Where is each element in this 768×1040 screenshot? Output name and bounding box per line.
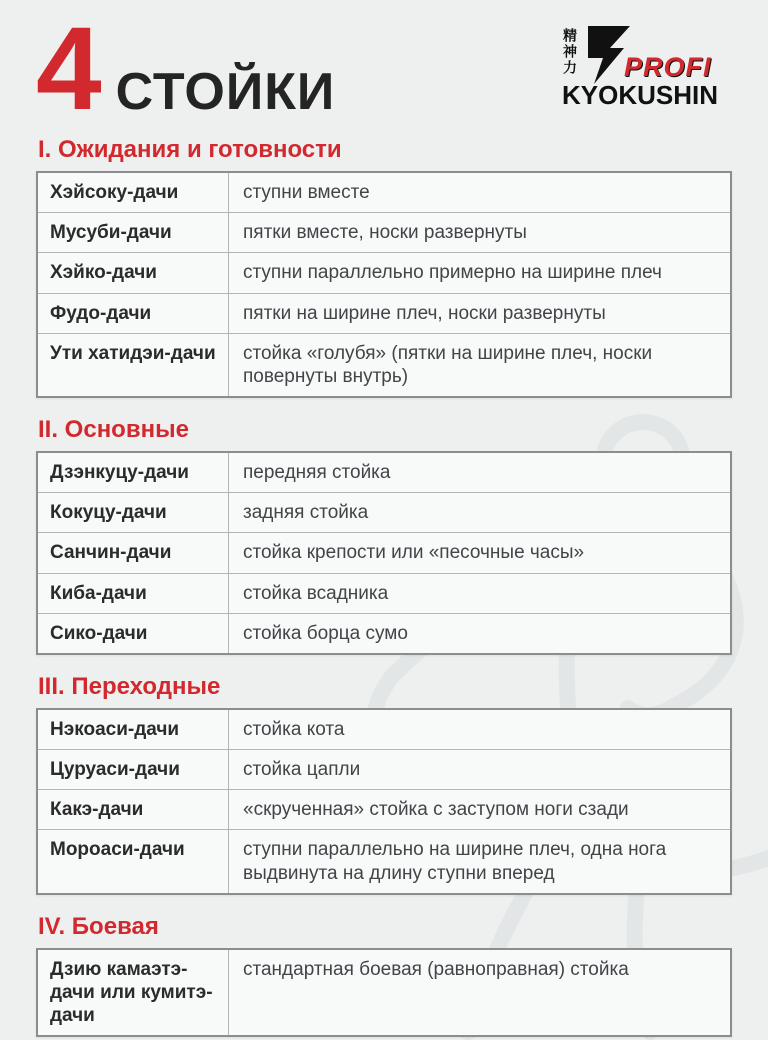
description-cell: ступни вместе [243, 182, 370, 203]
stance-table-4 [36, 948, 732, 1038]
description-cell: стойка кота [243, 718, 345, 740]
description-cell: «скрученная» стойка с заступом ноги сзади [229, 790, 732, 830]
term-cell: Санчин-дачи [37, 533, 229, 573]
description-cell: стойка всадника [229, 573, 732, 613]
term-cell: Сико-дачи [37, 613, 229, 654]
section-heading-3: III. Переходные [38, 672, 221, 700]
description-cell: передняя стойка [243, 462, 391, 484]
term-cell: Фудо-дачи [37, 293, 229, 333]
logo-brand-kyokushin: KYOKUSHIN [562, 80, 719, 110]
table-row [37, 493, 731, 533]
table-row [37, 452, 731, 493]
description-cell: стойка «голубя» (пятки на ширине плеч, носки повернуты внутрь) [229, 333, 732, 397]
section-heading-2: II. Основные [38, 416, 189, 444]
table-row [37, 253, 731, 293]
section-heading-4: IV. Боевая [38, 912, 159, 940]
logo-brand-profi: PROFI [624, 52, 712, 82]
description-cell: стандартная боевая (равноправная) стойка [243, 958, 629, 980]
table-row [37, 790, 731, 830]
term-cell: Мороаси-дачи [37, 830, 229, 894]
term-cell: Хэйко-дачи [37, 253, 229, 293]
table-row [37, 573, 731, 613]
table-row [37, 949, 731, 1037]
term-cell: Цуруаси-дачи [37, 750, 229, 790]
page-title: СТОЙКИ [115, 63, 336, 121]
term-cell: Ути хатидэи-дачи [37, 333, 229, 397]
description-cell: пятки на ширине плеч, носки развернуты [229, 293, 732, 333]
description-cell: стойка цапли [229, 750, 732, 790]
stance-table-2 [36, 451, 732, 655]
page-header [36, 3, 732, 135]
term-cell: Нэкоаси-дачи [37, 709, 229, 750]
chapter-number: 4 [36, 3, 98, 135]
term-cell: Мусуби-дачи [37, 213, 229, 253]
table-row [37, 172, 731, 213]
term-cell: Кокуцу-дачи [37, 493, 229, 533]
term-cell: Хэйсоку-дачи [37, 172, 229, 213]
stance-table-3 [36, 708, 732, 895]
term-cell: Дзию камаэтэ-дачи или кумитэ-дачи [37, 949, 229, 1037]
kyokushin-profi-logo [562, 26, 732, 110]
table-row [37, 333, 731, 397]
description-cell: ступни параллельно примерно на ширине плеч [229, 253, 732, 293]
description-cell: задняя стойка [229, 493, 732, 533]
term-cell: Киба-дачи [37, 573, 229, 613]
table-row [37, 830, 731, 894]
description-cell: ступни параллельно на ширине плеч, одна нога выдвинута на длину ступни вперед [229, 830, 732, 894]
section-heading-1: I. Ожидания и готовности [38, 136, 342, 163]
term-cell: Дзэнкуцу-дачи [37, 452, 229, 493]
table-row [37, 750, 731, 790]
table-row [37, 613, 731, 654]
description-cell: стойка крепости или «песочные часы» [229, 533, 732, 573]
table-row [37, 213, 731, 253]
table-row [37, 709, 731, 750]
stance-table-1 [36, 171, 732, 398]
term-cell: Какэ-дачи [37, 790, 229, 830]
table-row [37, 533, 731, 573]
description-cell: пятки вместе, носки развернуты [229, 213, 732, 253]
logo-kanji: 精神力 [561, 28, 577, 76]
table-row [37, 293, 731, 333]
description-cell: стойка борца сумо [229, 613, 732, 654]
